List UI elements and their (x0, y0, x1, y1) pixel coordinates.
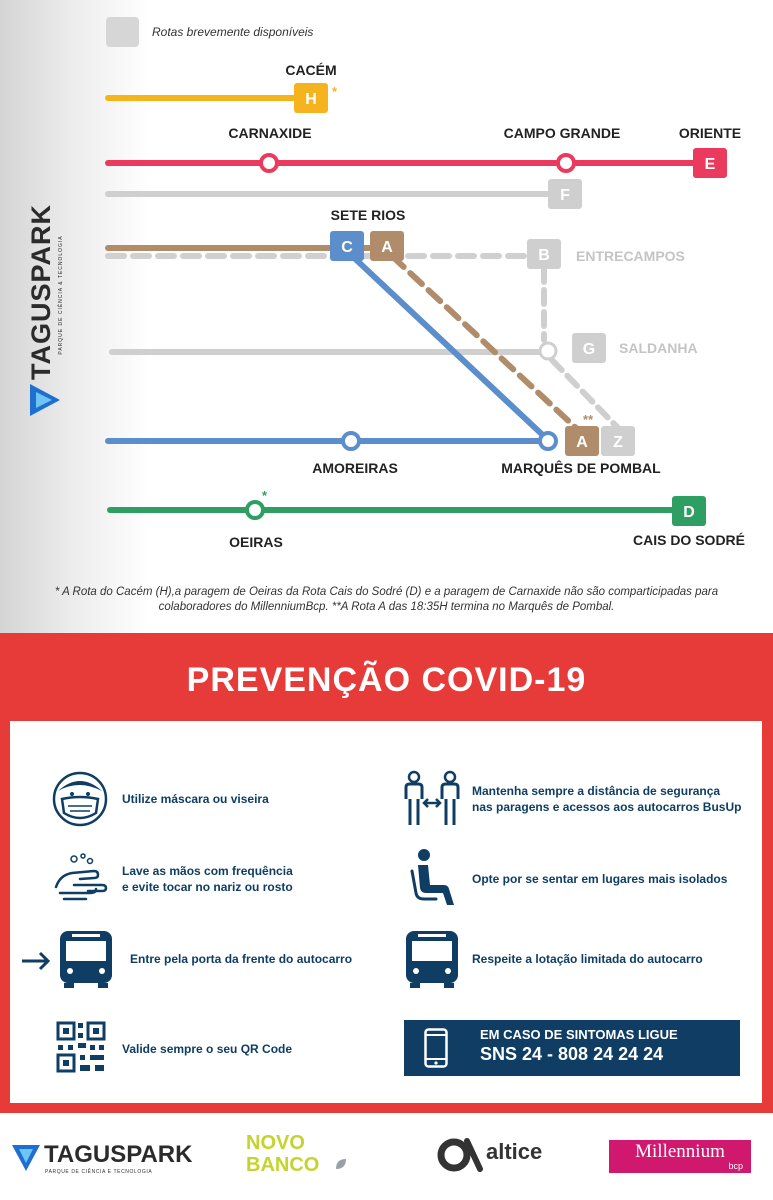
covid-panel (10, 721, 762, 1103)
seated-person-icon (400, 849, 464, 909)
taguspark-logo-tagline: PARQUE DE CIÊNCIA E TECNOLOGIA (45, 1169, 153, 1175)
cacem-asterisk: * (332, 84, 338, 99)
station-label-cais-do-sodre: CAIS DO SODRÉ (632, 532, 746, 548)
phone-icon (424, 1028, 448, 1068)
station-label-cacem: CACÉM (285, 62, 337, 78)
route-badge-b-label: B (538, 247, 550, 264)
legend-label: Rotas brevemente disponíveis (152, 25, 314, 39)
tip-text: Entre pela porta da frente do autocarro (130, 952, 353, 966)
legend-swatch (106, 17, 139, 47)
route-badge-c-label: C (341, 239, 353, 256)
station-label-carnaxide: CARNAXIDE (228, 125, 312, 141)
station-label-amoreiras: AMOREIRAS (312, 460, 398, 476)
millennium-logo (609, 1140, 751, 1173)
station-label-campo-grande: CAMPO GRANDE (503, 125, 621, 141)
route-badge-a-label: A (381, 239, 393, 256)
tip-front-door (20, 929, 390, 989)
symptoms-box (404, 1020, 740, 1076)
route-badge-z-label: Z (613, 434, 623, 451)
tip-distance (400, 769, 750, 829)
marques-double-asterisk: ** (583, 412, 594, 427)
route-line-c-diagonal (350, 254, 548, 440)
route-badge-f-label: F (560, 187, 570, 204)
hand-wash-icon (50, 849, 114, 909)
station-label-oriente: ORIENTE (678, 125, 742, 141)
symptoms-title: EM CASO DE SINTOMAS LIGUE (480, 1027, 678, 1042)
tip-text: Opte por se sentar em lugares mais isolados (472, 872, 728, 886)
tip-capacity (400, 929, 750, 989)
altice-logo-name: altice (486, 1139, 543, 1164)
novobanco-leaf-icon (334, 1157, 348, 1171)
station-marques-dot (540, 433, 556, 449)
millennium-logo-name: Millennium (635, 1141, 725, 1162)
station-label-oeiras: OEIRAS (229, 534, 283, 550)
station-label-sete-rios: SETE RIOS (330, 207, 406, 223)
brand-vertical-name: TAGUSPARK (26, 204, 56, 380)
covid-section (0, 633, 773, 1113)
station-oeiras-dot (247, 502, 263, 518)
station-carnaxide-dot (261, 155, 277, 171)
route-badge-h-label: H (305, 91, 317, 108)
tip-text: Respeite a lotação limitada do autocarro (472, 952, 703, 966)
qr-code-icon (50, 1019, 114, 1079)
tip-text: Utilize máscara ou viseira (122, 792, 269, 806)
taguspark-logo (12, 1141, 193, 1181)
social-distance-icon (400, 769, 464, 829)
station-amoreiras-dot (343, 433, 359, 449)
millennium-logo-sub: bcp (728, 1161, 743, 1171)
altice-logo (436, 1135, 556, 1175)
novobanco-line2: BANCO (246, 1154, 320, 1176)
footnote: * A Rota do Cacém (H),a paragem de Oeiras da Rota Cais do Sodré (D) e a paragem de Carnaxide não são comparticipadas para colaboradores do MillenniumBcp. **A Rota A das 18:35H termina no Marquês de Pombal. (54, 586, 719, 613)
bus-front-door-icon (20, 929, 122, 989)
route-badge-a-marques-label: A (576, 434, 588, 451)
brand-vertical-tagline: PARQUE DE CIÊNCIA & TECNOLOGIA (58, 235, 64, 355)
route-badge-d-label: D (683, 504, 695, 521)
novobanco-logo (246, 1133, 356, 1183)
tip-seat (400, 849, 750, 909)
taguspark-logo-icon (12, 1143, 40, 1173)
tip-text: Lave as mãos com frequência e evite tocar no nariz ou rosto (122, 864, 293, 894)
tip-text: Mantenha sempre a distância de segurança nas paragens e acessos aos autocarros BusUp (472, 784, 742, 814)
tip-qr (50, 1019, 390, 1079)
bus-icon (400, 929, 464, 989)
station-saldanha-dot (540, 343, 556, 359)
novobanco-line1: NOVO (246, 1132, 305, 1154)
station-label-entrecampos: ENTRECAMPOS (576, 248, 685, 264)
station-label-saldanha: SALDANHA (619, 340, 698, 356)
oeiras-asterisk: * (262, 488, 268, 503)
footer-logos (0, 1113, 773, 1200)
taguspark-logo-name: TAGUSPARK (44, 1141, 193, 1168)
tip-handwash (50, 849, 390, 909)
face-mask-icon (50, 769, 114, 829)
altice-logo-icon (436, 1135, 484, 1173)
covid-title: PREVENÇÃO COVID-19 (186, 661, 587, 699)
symptoms-phone: SNS 24 - 808 24 24 24 (480, 1044, 664, 1064)
tip-text: Valide sempre o seu QR Code (122, 1042, 293, 1056)
station-campo-grande-dot (558, 155, 574, 171)
route-badge-e-label: E (704, 156, 716, 173)
tip-mask (50, 769, 390, 829)
station-label-marques-de-pombal: MARQUÊS DE POMBAL (501, 460, 661, 476)
route-badge-g-label: G (582, 341, 596, 358)
taguspark-vertical-logo (26, 204, 66, 420)
